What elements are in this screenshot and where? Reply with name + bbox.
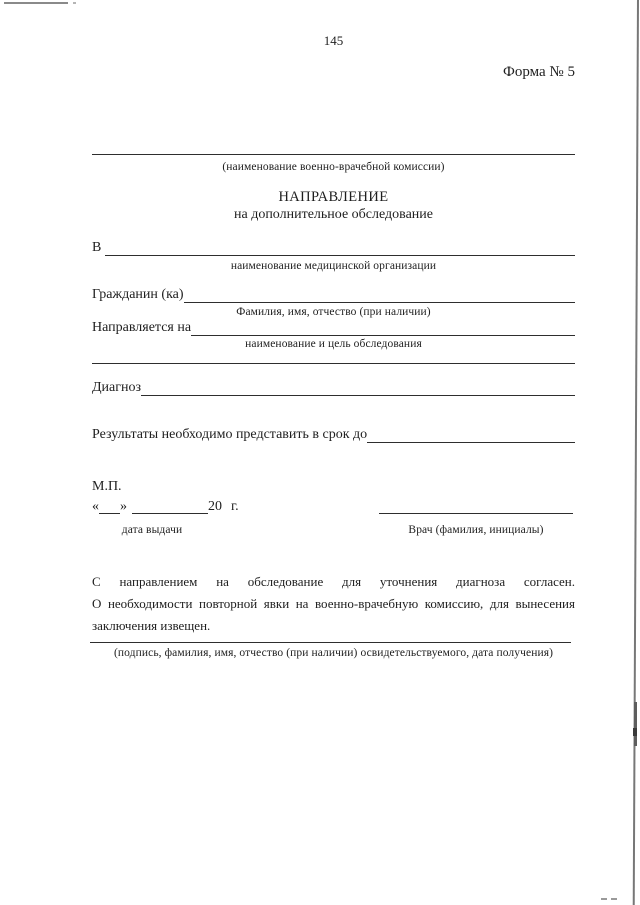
referred-continuation-blank-line xyxy=(92,363,575,364)
examinee-signature-caption: (подпись, фамилия, имя, отчество (при наличии) освидетельствуемого, дата получения) xyxy=(113,647,554,659)
form-number-label: Форма № 5 xyxy=(503,64,575,80)
referred-caption: наименование и цель обследования xyxy=(245,338,422,350)
date-year-prefix: 20 xyxy=(208,499,222,514)
deadline-blank-line xyxy=(367,442,575,443)
scan-artifact-right-blob xyxy=(634,702,637,746)
field-row-organization xyxy=(92,240,575,256)
citizen-blank-line xyxy=(184,302,575,303)
commission-name-blank-line xyxy=(92,154,575,155)
scan-artifact-top-left-dot xyxy=(73,2,76,4)
doctor-signature-blank-line xyxy=(379,513,573,514)
document-title: НАПРАВЛЕНИЕ xyxy=(278,189,389,205)
commission-name-caption: (наименование военно-врачебной комиссии) xyxy=(222,161,445,173)
scan-artifact-top-left-line xyxy=(4,2,68,4)
organization-caption: наименование медицинской организации xyxy=(230,260,437,272)
date-quote-open: « xyxy=(92,499,99,514)
citizen-field-label: Гражданин (ка) xyxy=(92,287,184,302)
organization-blank-line xyxy=(105,255,575,256)
referred-blank-line xyxy=(191,335,575,336)
scan-artifact-page-edge-line xyxy=(633,0,639,905)
field-row-citizen xyxy=(92,287,575,303)
consent-paragraph xyxy=(92,571,575,637)
field-row-diagnosis xyxy=(92,380,575,396)
seal-placeholder-label: М.П. xyxy=(92,479,122,494)
date-year-suffix: г. xyxy=(231,499,239,514)
scan-artifact-bottom-dashes xyxy=(601,898,619,900)
diagnosis-blank-line xyxy=(141,395,575,396)
citizen-caption: Фамилия, имя, отчество (при наличии) xyxy=(236,306,431,318)
organization-field-label: В xyxy=(92,240,105,255)
consent-line-3: заключения извещен. xyxy=(92,618,211,633)
diagnosis-field-label: Диагноз xyxy=(92,380,142,395)
page-number: 145 xyxy=(323,33,344,48)
consent-line-2: О необходимости повторной явки на военно-врачебную комиссию, для вынесения xyxy=(92,596,575,611)
field-row-referred xyxy=(92,320,575,336)
consent-line-1: С направлением на обследование для уточнения диагноза согласен. xyxy=(92,574,575,589)
scan-artifact-right-dot xyxy=(633,728,637,736)
doctor-signature-caption: Врач (фамилия, инициалы) xyxy=(408,524,544,536)
date-month-blank xyxy=(132,513,208,514)
date-day-blank xyxy=(99,513,120,514)
deadline-field-label: Результаты необходимо представить в срок до xyxy=(92,427,368,442)
field-row-deadline xyxy=(92,427,575,443)
referred-field-label: Направляется на xyxy=(92,320,192,335)
date-quote-close: » xyxy=(120,499,127,514)
issue-date-caption: дата выдачи xyxy=(121,524,183,536)
document-subtitle: на дополнительное обследование xyxy=(233,207,433,222)
examinee-signature-blank-line xyxy=(90,642,571,643)
issue-date-row xyxy=(92,499,252,514)
